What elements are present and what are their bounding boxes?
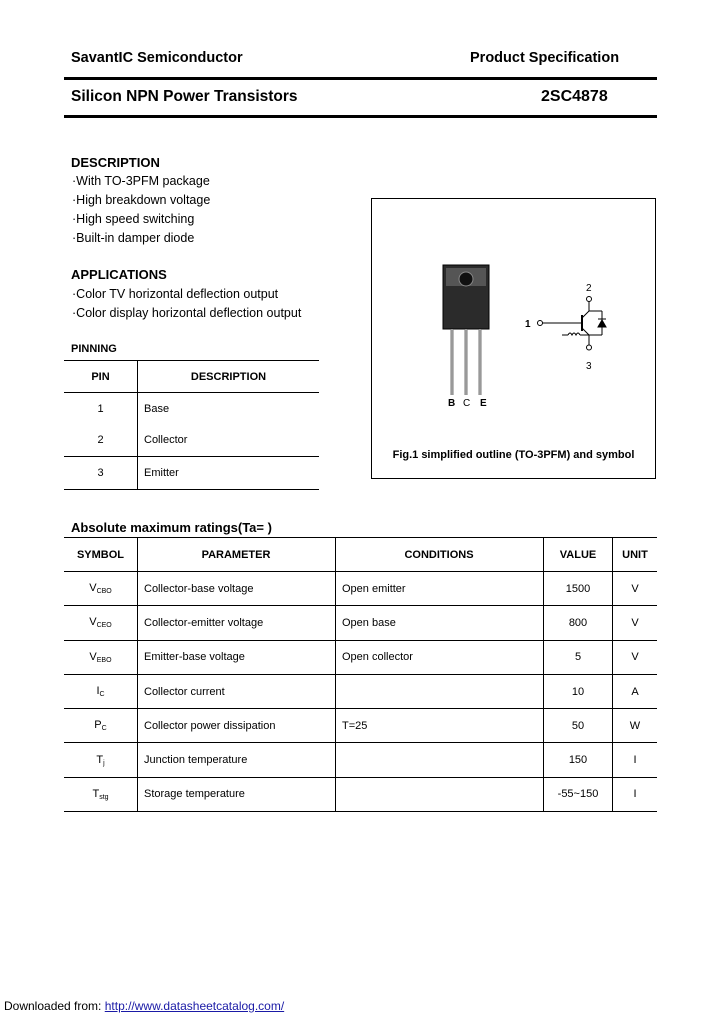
pinning-heading: PINNING: [71, 343, 117, 355]
description-item: ·High speed switching: [72, 212, 195, 226]
symbol-pin-1: 1: [525, 319, 531, 330]
description-col-header: DESCRIPTION: [138, 361, 320, 393]
value-cell: 800: [544, 606, 613, 640]
conditions-col-header: CONDITIONS: [336, 538, 544, 572]
value-cell: 5: [544, 640, 613, 674]
table-row: [64, 457, 319, 490]
symbol-cell: $V_{CBO}$: [64, 572, 138, 606]
datasheet-link[interactable]: http://www.datasheetcatalog.com/: [104, 999, 285, 1013]
unit-cell: V: [613, 606, 658, 640]
symbol-cell: $V_{CEO}$: [64, 606, 138, 640]
pin-number: 2: [64, 425, 138, 457]
symbol-cell: $T_{stg}$: [64, 777, 138, 811]
to3pfm-package-drawing: [443, 265, 489, 395]
pin-col-header: PIN: [64, 361, 138, 393]
figure-box: [371, 198, 656, 479]
table-row: [64, 674, 657, 708]
parameter-col-header: PARAMETER: [138, 538, 336, 572]
application-item: ·Color TV horizontal deflection output: [72, 287, 279, 301]
parameter-cell: Collector power dissipation: [138, 709, 336, 743]
table-row: [64, 709, 657, 743]
unit-cell: V: [613, 572, 658, 606]
table-row: [64, 572, 657, 606]
pin-description: Base: [144, 402, 170, 415]
value-cell: 150: [544, 743, 613, 777]
value-col-header: VALUE: [544, 538, 613, 572]
symbol-cell: $T_j$: [64, 743, 138, 777]
table-row: [64, 425, 319, 457]
lead-label-e: E: [480, 398, 487, 409]
parameter-cell: Emitter-base voltage: [138, 640, 336, 674]
table-row: [64, 606, 657, 640]
table-row: [64, 393, 319, 425]
conditions-cell: [336, 674, 544, 708]
part-number: 2SC4878: [541, 88, 608, 105]
company-name: SavantIC Semiconductor: [71, 50, 243, 66]
unit-cell: A: [613, 674, 658, 708]
symbol-cell: $P_C$: [64, 709, 138, 743]
conditions-cell: Open collector: [336, 640, 544, 674]
ratings-table: [64, 537, 657, 812]
symbol-pin-2: 2: [586, 283, 592, 294]
application-item: ·Color display horizontal deflection output: [72, 306, 302, 320]
unit-cell: I: [613, 777, 658, 811]
unit-cell: W: [613, 709, 658, 743]
table-row: [64, 640, 657, 674]
conditions-cell: [336, 743, 544, 777]
applications-heading: APPLICATIONS: [71, 267, 167, 282]
pin-number: 3: [64, 457, 138, 490]
parameter-cell: Collector current: [138, 674, 336, 708]
document-title: Silicon NPN Power Transistors: [71, 88, 298, 105]
unit-col-header: UNIT: [613, 538, 658, 572]
pin-number: 1: [64, 393, 138, 425]
description-item: ·Built-in damper diode: [72, 231, 195, 245]
description-item: ·High breakdown voltage: [72, 193, 211, 207]
value-cell: 1500: [544, 572, 613, 606]
footer-label: Downloaded from:: [4, 999, 102, 1013]
parameter-cell: Collector-emitter voltage: [138, 606, 336, 640]
conditions-cell: Open emitter: [336, 572, 544, 606]
value-cell: 10: [544, 674, 613, 708]
description-heading: DESCRIPTION: [71, 155, 160, 170]
parameter-cell: Collector-base voltage: [138, 572, 336, 606]
npn-damper-symbol: [538, 297, 607, 351]
symbol-cell: $I_C$: [64, 674, 138, 708]
pin-description: Collector: [144, 434, 188, 447]
figure-caption: Fig.1 simplified outline (TO-3PFM) and symbol: [392, 449, 635, 461]
pin-description: Emitter: [138, 457, 320, 490]
lead-label-c: C: [463, 398, 471, 409]
value-cell: -55~150: [544, 777, 613, 811]
lead-label-b: B: [448, 398, 456, 409]
symbol-col-header: SYMBOL: [64, 538, 138, 572]
conditions-cell: Open base: [336, 606, 544, 640]
unit-cell: V: [613, 640, 658, 674]
symbol-cell: $V_{EBO}$: [64, 640, 138, 674]
pinning-table: [64, 360, 319, 490]
symbol-pin-3: 3: [586, 361, 592, 372]
description-item: ·With TO-3PFM package: [72, 174, 210, 188]
unit-cell: I: [613, 743, 658, 777]
table-row: [64, 777, 657, 811]
package-and-symbol-illustration: [372, 199, 657, 480]
value-cell: 50: [544, 709, 613, 743]
parameter-cell: Storage temperature: [138, 777, 336, 811]
conditions-cell: T=25: [336, 709, 544, 743]
header-rule-top: [64, 77, 657, 80]
spec-label: Product Specification: [470, 50, 620, 66]
parameter-cell: Junction temperature: [138, 743, 336, 777]
header-rule-bottom: [64, 115, 657, 118]
table-row: [64, 743, 657, 777]
conditions-cell: [336, 777, 544, 811]
footer: [4, 999, 284, 1013]
ratings-title: Absolute maximum ratings(Ta= ): [71, 520, 272, 535]
